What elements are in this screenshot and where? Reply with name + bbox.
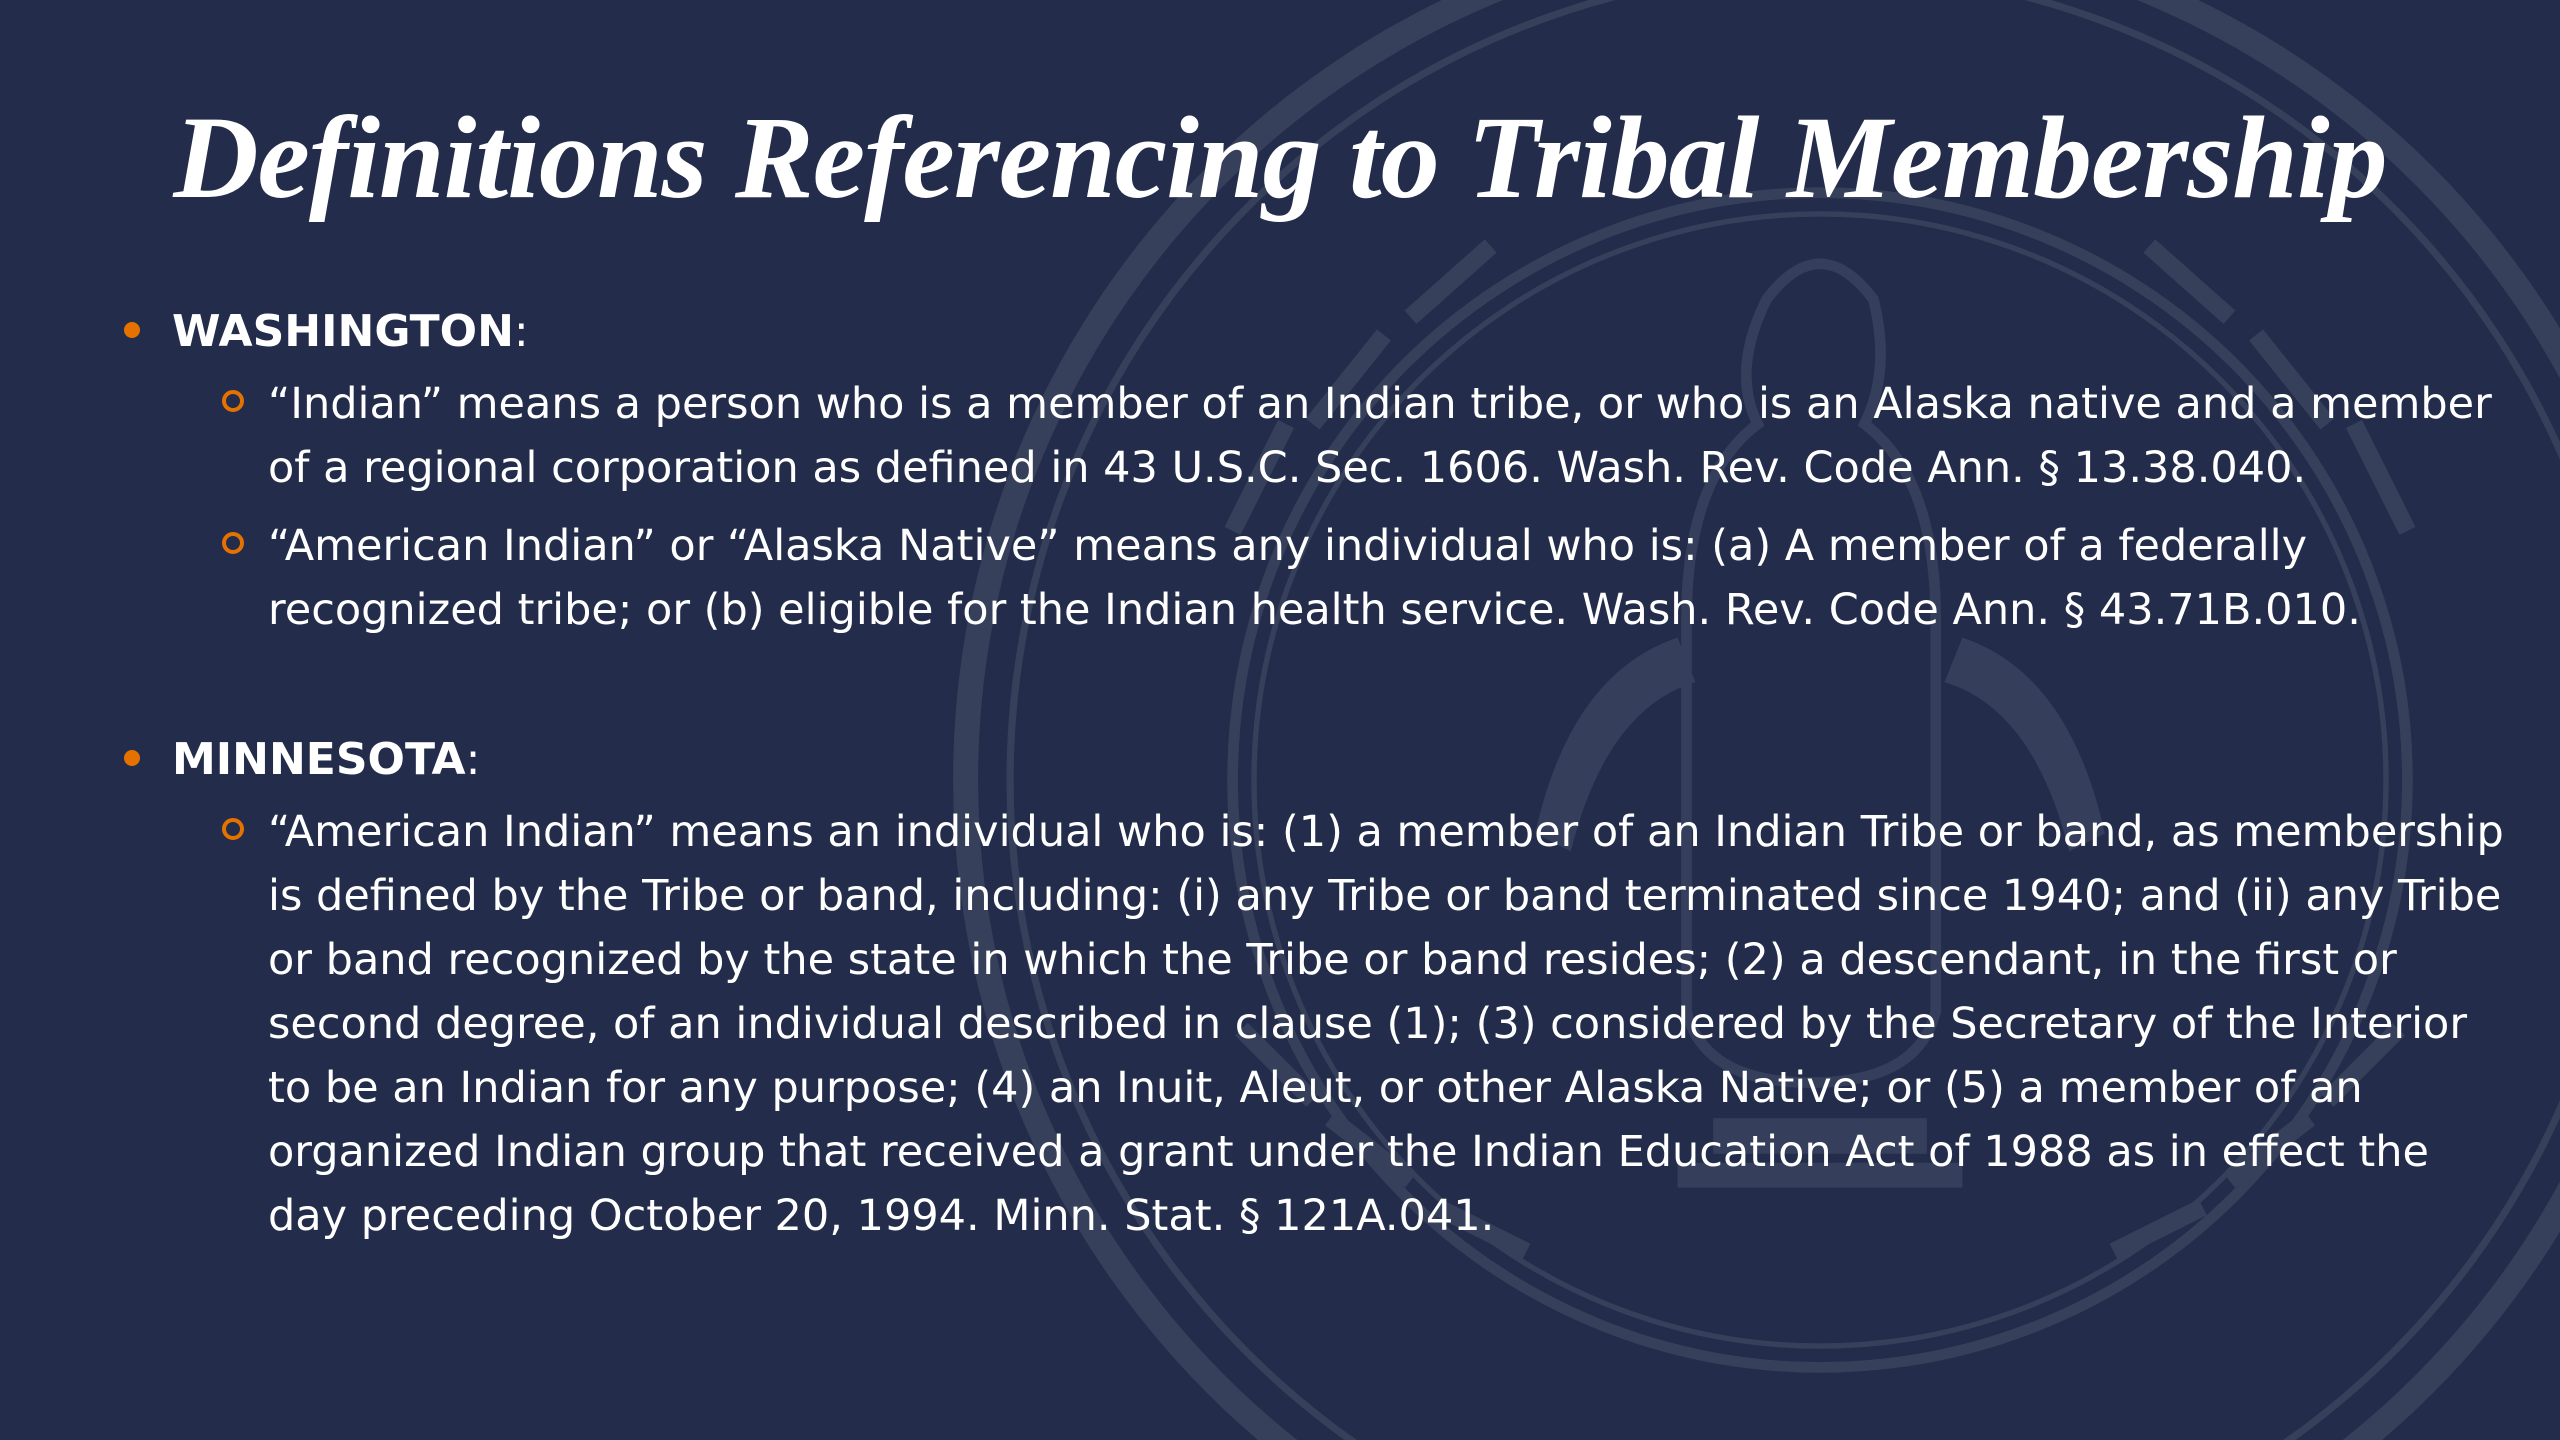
slide-title: Definitions Referencing to Tribal Membership (173, 92, 2387, 223)
section-minnesota (120, 724, 2504, 1248)
state-heading (120, 724, 2460, 796)
section-washington (120, 296, 2492, 642)
definition-text: “American Indian” means an individual who is: (1) a member of an Indian Tribe or band, as membership is defined by the Tribe or band, including: (i) any Tribe or band terminated since 1940; and (ii) any Tribe or band recognized by the state in which the Tribe or band resides; (2) a descendant, in the first or second degree, of an individual described in clause (1); (3) considered by the Secretary of the Interior to be an Indian for any purpose; (4) an Inuit, Aleut, or other Alaska Native; or (5) a member of an organized Indian group that received a grant under the Indian Education Act of 1988 as in effect the day preceding October 20, 1994. Minn. Stat. § 121A.041. (268, 807, 2504, 1241)
state-colon: : (513, 306, 529, 357)
definition-item (120, 372, 2492, 500)
ring-bullet-icon (222, 818, 244, 840)
definition-text: “Indian” means a person who is a member of an Indian tribe, or who is an Alaska native and a member of a regional corporation as defined in 43 U.S.C. Sec. 1606. Wash. Rev. Code Ann. § 13.38.040. (268, 379, 2492, 493)
ring-bullet-icon (222, 532, 244, 554)
bullet-dot-icon (124, 750, 140, 766)
state-label-washington: WASHINGTON (172, 306, 514, 357)
ring-bullet-icon (222, 390, 244, 412)
bullet-dot-icon (124, 322, 140, 338)
definition-item (120, 514, 2460, 642)
definition-text: “American Indian” or “Alaska Native” means any individual who is: (a) A member of a federally recognized tribe; or (b) eligible for the Indian health service. Wash. Rev. Code Ann. § 43.71B.010. (268, 521, 2361, 635)
slide-body (120, 296, 2504, 1248)
state-colon: : (465, 734, 481, 785)
state-label-minnesota: MINNESOTA (172, 734, 466, 785)
definition-item (120, 800, 2504, 1248)
state-heading (120, 296, 2460, 368)
